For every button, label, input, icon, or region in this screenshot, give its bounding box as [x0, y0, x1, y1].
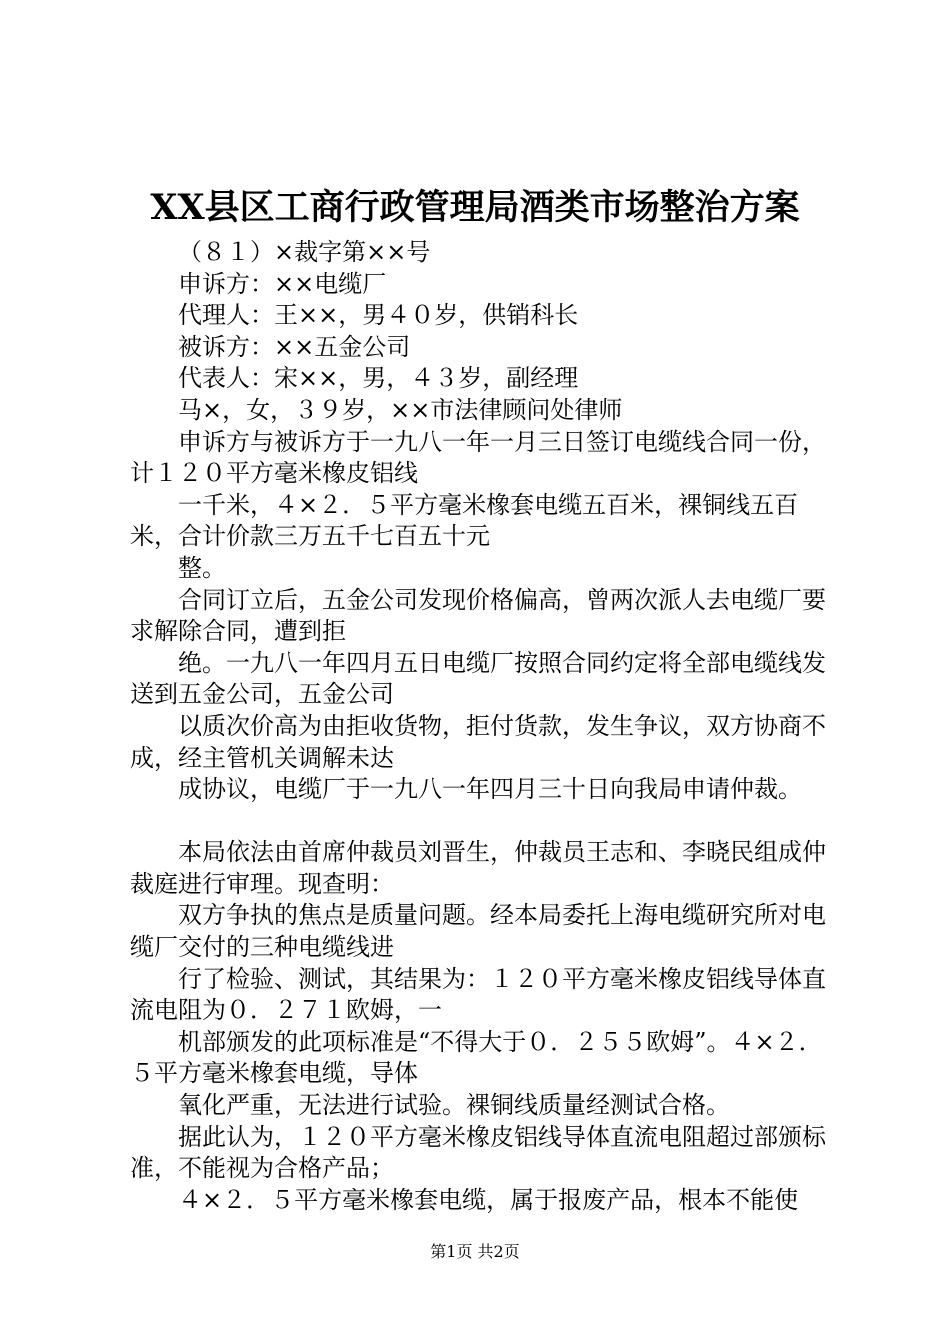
body-paragraph: 成协议，电缆厂于一九八一年四月三十日向我局申请仲裁。 — [178, 775, 802, 804]
body-paragraph: ４×２．５平方毫米橡套电缆，属于报废产品，根本不能使 — [178, 1185, 799, 1214]
complainant-agent: 代理人：王××，男４０岁，供销科长 — [178, 301, 579, 330]
document-body — [130, 237, 830, 1216]
body-paragraph: 机部颁发的此项标准是“不得大于０．２５５欧姆”。４×２．５平方毫米橡套电缆，导体 — [130, 1027, 823, 1088]
page-footer: 第1页 共2页 — [430, 1242, 520, 1261]
body-paragraph: 一千米，４×２．５平方毫米橡套电缆五百米，裸铜线五百米，合计价款三万五千七百五十元 — [130, 490, 799, 551]
body-paragraph: 绝。一九八一年四月五日电缆厂按照合同约定将全部电缆线发送到五金公司，五金公司 — [130, 648, 826, 709]
body-paragraph: 双方争执的焦点是质量问题。经本局委托上海电缆研究所对电缆厂交付的三种电缆线进 — [130, 901, 826, 962]
respondent-lawyer: 马×，女，３９岁，××市法律顾问处律师 — [178, 395, 623, 424]
document-title: XX县区工商行政管理局酒类市场整治方案 — [150, 187, 800, 228]
body-paragraph: 以质次价高为由拒收货物，拒付货款，发生争议，双方协商不成，经主管机关调解未达 — [130, 711, 826, 772]
body-paragraph: 氧化严重，无法进行试验。裸铜线质量经测试合格。 — [178, 1091, 730, 1120]
body-paragraph: 整。 — [178, 553, 226, 582]
respondent: 被诉方：××五金公司 — [178, 332, 411, 361]
case-number: （８１）×裁字第××号 — [178, 238, 431, 266]
body-paragraph: 本局依法由首席仲裁员刘晋生，仲裁员王志和、李晓民组成仲裁庭进行审理。现查明： — [130, 838, 826, 898]
body-paragraph: 行了检验、测试，其结果为：１２０平方毫米橡皮铝线导体直流电阻为０．２７１欧姆，一 — [130, 964, 826, 1025]
body-paragraph: 申诉方与被诉方于一九八一年一月三日签订电缆线合同一份，计１２０平方毫米橡皮铝线 — [130, 427, 826, 488]
respondent-representative: 代表人：宋××，男，４３岁，副经理 — [178, 364, 579, 393]
body-paragraph: 据此认为，１２０平方毫米橡皮铝线导体直流电阻超过部颁标准，不能视为合格产品； — [130, 1122, 826, 1183]
complainant: 申诉方：××电缆厂 — [178, 269, 387, 298]
body-paragraph: 合同订立后，五金公司发现价格偏高，曾两次派人去电缆厂要求解除合同，遭到拒 — [130, 585, 826, 646]
